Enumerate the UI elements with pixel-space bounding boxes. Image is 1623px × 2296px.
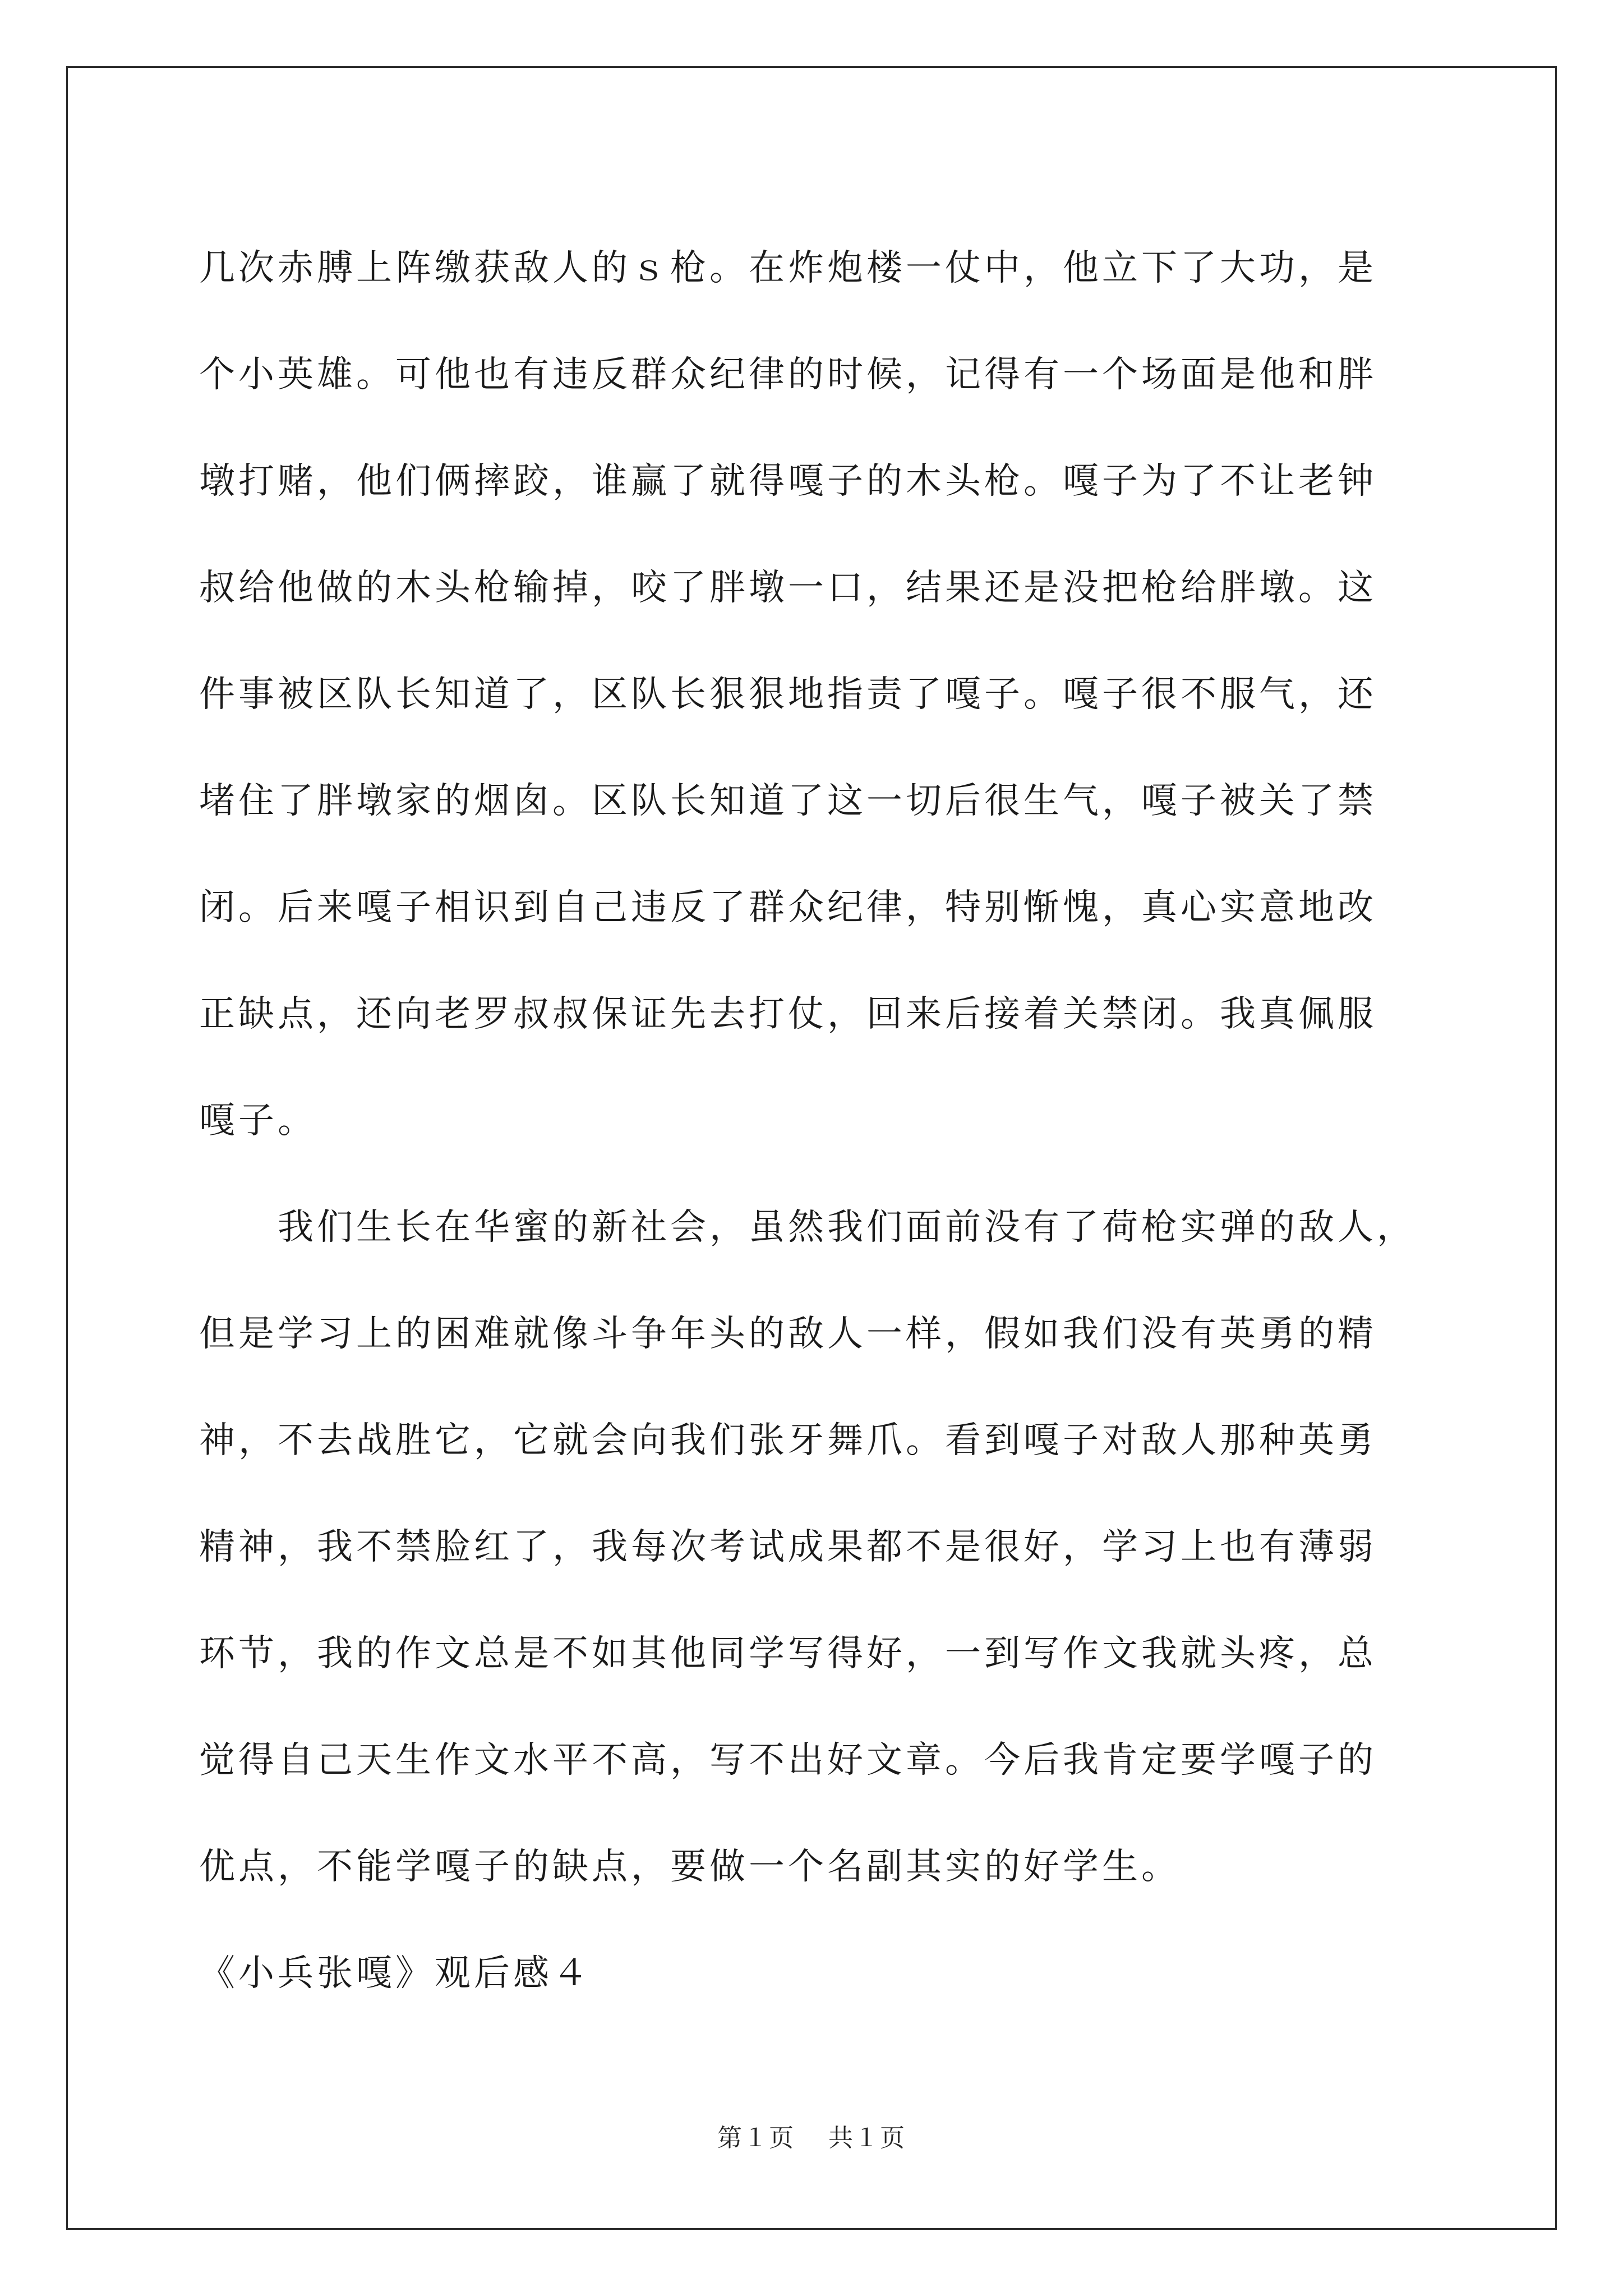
page-number: 第１页 bbox=[717, 2124, 795, 2152]
text-line: 件事被区队长知道了，区队长狠狠地指责了嘎子。嘎子很不服气，还 bbox=[199, 674, 1377, 715]
text-line: 神，不去战胜它，它就会向我们张牙舞爪。看到嘎子对敌人那种英勇 bbox=[199, 1420, 1377, 1461]
text-line: 但是学习上的困难就像斗争年头的敌人一样，假如我们没有英勇的精 bbox=[199, 1313, 1377, 1355]
text-line: 个小英雄。可他也有违反群众纪律的时候，记得有一个场面是他和胖 bbox=[199, 354, 1377, 395]
text-line: 几次赤膊上阵缴获敌人的ｓ枪。在炸炮楼一仗中，他立下了大功，是 bbox=[199, 247, 1377, 289]
page-total: 共１页 bbox=[828, 2124, 906, 2152]
document-body bbox=[199, 215, 1436, 2027]
text-line: 闭。后来嘎子相识到自己违反了群众纪律，特别惭愧，真心实意地改 bbox=[199, 887, 1377, 928]
text-line: 精神，我不禁脸红了，我每次考试成果都不是很好，学习上也有薄弱 bbox=[199, 1526, 1377, 1568]
text-line: 嘎子。 bbox=[199, 1100, 317, 1142]
section-heading: 《小兵张嘎》观后感４ bbox=[199, 1953, 592, 1994]
text-line: 堵住了胖墩家的烟囱。区队长知道了这一切后很生气，嘎子被关了禁 bbox=[199, 780, 1377, 822]
text-line: 我们生长在华蜜的新社会，虽然我们面前没有了荷枪实弹的敌人， bbox=[278, 1207, 1416, 1248]
text-line: 优点，不能学嘎子的缺点，要做一个名副其实的好学生。 bbox=[199, 1846, 1181, 1888]
text-line: 正缺点，还向老罗叔叔保证先去打仗，回来后接着关禁闭。我真佩服 bbox=[199, 993, 1377, 1035]
page-footer bbox=[0, 2118, 1623, 2154]
paragraph-2 bbox=[199, 1174, 1436, 1920]
paragraph-1 bbox=[199, 215, 1436, 1174]
text-line: 墩打赌，他们俩摔跤，谁赢了就得嘎子的木头枪。嘎子为了不让老钟 bbox=[199, 461, 1377, 502]
text-line: 觉得自己天生作文水平不高，写不出好文章。今后我肯定要学嘎子的 bbox=[199, 1740, 1377, 1781]
text-line: 环节，我的作文总是不如其他同学写得好，一到写作文我就头疼，总 bbox=[199, 1633, 1377, 1674]
text-line: 叔给他做的木头枪输掉，咬了胖墩一口，结果还是没把枪给胖墩。这 bbox=[199, 567, 1377, 609]
